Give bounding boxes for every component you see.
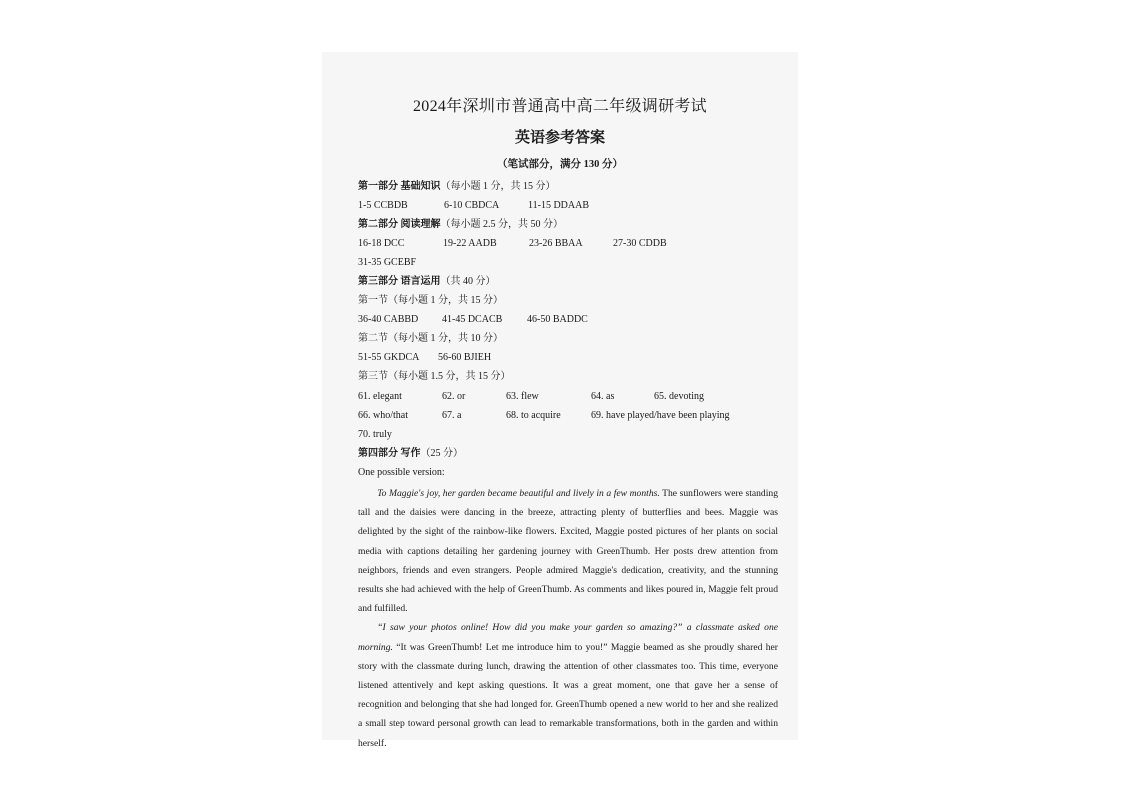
part2-answers-row2 [358,256,416,270]
part3-section1-label: 第一节（每小题 1 分，共 15 分） [358,295,503,306]
answer-item: 62. or [442,391,466,402]
exam-title: 2024年深圳市普通高中高二年级调研考试 [412,98,707,115]
answer-group: 56-60 BJIEH [438,352,492,363]
part3-section1-answers [358,313,778,327]
answer-item: 63. flew [506,391,539,402]
answer-item: 67. a [442,410,462,421]
answer-group: 36-40 CABBD [358,314,419,325]
answer-group: 16-18 DCC [358,238,405,249]
essay-paragraph-2-opening: “I saw your photos online! How did you make your garden so amazing?” a classmate asked one morning. [358,622,778,653]
answer-item: 69. have played/have been playing [591,410,730,421]
part3-heading: 第三部分 语言运用 [358,276,441,287]
essay-paragraph-2-body: “It was GreenThumb! Let me introduce him to you!” Maggie beamed as she proudly shared her story with the classmate during lunch, drawing the attention of other classmates too. This time, everyone listened attentively and kept asking questions. It was a great moment, one that gave her a sense of recognition and belonging that she had longed for. GreenThumb opened a new world to her and she realized a small step toward personal growth can lead to remarkable transformations, both in the garden and within herself. [358,641,778,749]
part1-heading-line [358,180,556,194]
answer-item: 64. as [591,391,615,402]
part1-heading-note: （每小题 1 分，共 15 分） [440,181,556,192]
part2-heading-line [358,218,563,232]
answer-group: 6-10 CBDCA [444,200,500,211]
answer-item: 70. truly [358,429,392,440]
answer-item: 68. to acquire [506,410,561,421]
answer-key-title: 英语参考答案 [514,130,605,146]
answer-group: 31-35 GCEBF [358,257,417,268]
answer-sheet [322,52,798,749]
answer-group: 41-45 DCACB [442,314,503,325]
part3-section3-row1 [358,390,778,404]
part3-section2-label: 第二节（每小题 1 分，共 10 分） [358,333,503,344]
answer-group: 46-50 BADDC [527,314,588,325]
part3-heading-note: （共 40 分） [440,276,496,287]
sample-essay [358,484,778,753]
part3-section3-row3 [358,428,392,442]
part4-heading: 第四部分 写作 [358,448,421,459]
essay-paragraph-1-opening: To Maggie's joy, her garden became beautiful and lively in a few months. [377,488,660,499]
essay-paragraph-2 [358,618,778,752]
part1-heading: 第一部分 基础知识 [358,181,441,192]
part2-answers-row1 [358,237,778,251]
answer-group: 23-26 BBAA [529,238,583,249]
part2-heading: 第二部分 阅读理解 [358,219,441,230]
part1-answers [358,199,778,213]
part4-heading-note: （25 分） [420,448,463,459]
part4-heading-line [358,447,463,461]
answer-group: 1-5 CCBDB [358,200,408,211]
answer-item: 65. devoting [654,391,704,402]
part2-heading-note: （每小题 2.5 分，共 50 分） [440,219,563,230]
part3-section2-answers [358,351,778,365]
part3-section3-row2 [358,409,778,423]
answer-group: 19-22 AADB [443,238,497,249]
answer-group: 51-55 GKDCA [358,352,420,363]
part3-heading-line [358,275,496,289]
answer-group: 27-30 CDDB [613,238,667,249]
score-note: （笔试部分，满分 130 分） [497,159,623,170]
answer-item: 61. elegant [358,391,402,402]
essay-intro: One possible version: [358,467,445,478]
essay-paragraph-1 [358,484,778,618]
answer-item: 66. who/that [358,410,408,421]
essay-paragraph-1-body: The sunflowers were standing tall and the daisies were dancing in the breeze, attracting plenty of butterflies and bees. Maggie was delighted by the sight of the rainbow-like flowers. Excited, Maggie posted pictures of her plants on social media with captions detailing her gardening journey with GreenThumb. Her posts drew attention from neighbors, friends and even strangers. People admired Maggie's dedication, creativity, and the stunning results she had achieved with the help of GreenThumb. As comments and likes poured in, Maggie felt proud and fulfilled. [358,488,778,615]
part3-section3-label: 第三节（每小题 1.5 分，共 15 分） [358,371,511,382]
answer-group: 11-15 DDAAB [528,200,590,211]
